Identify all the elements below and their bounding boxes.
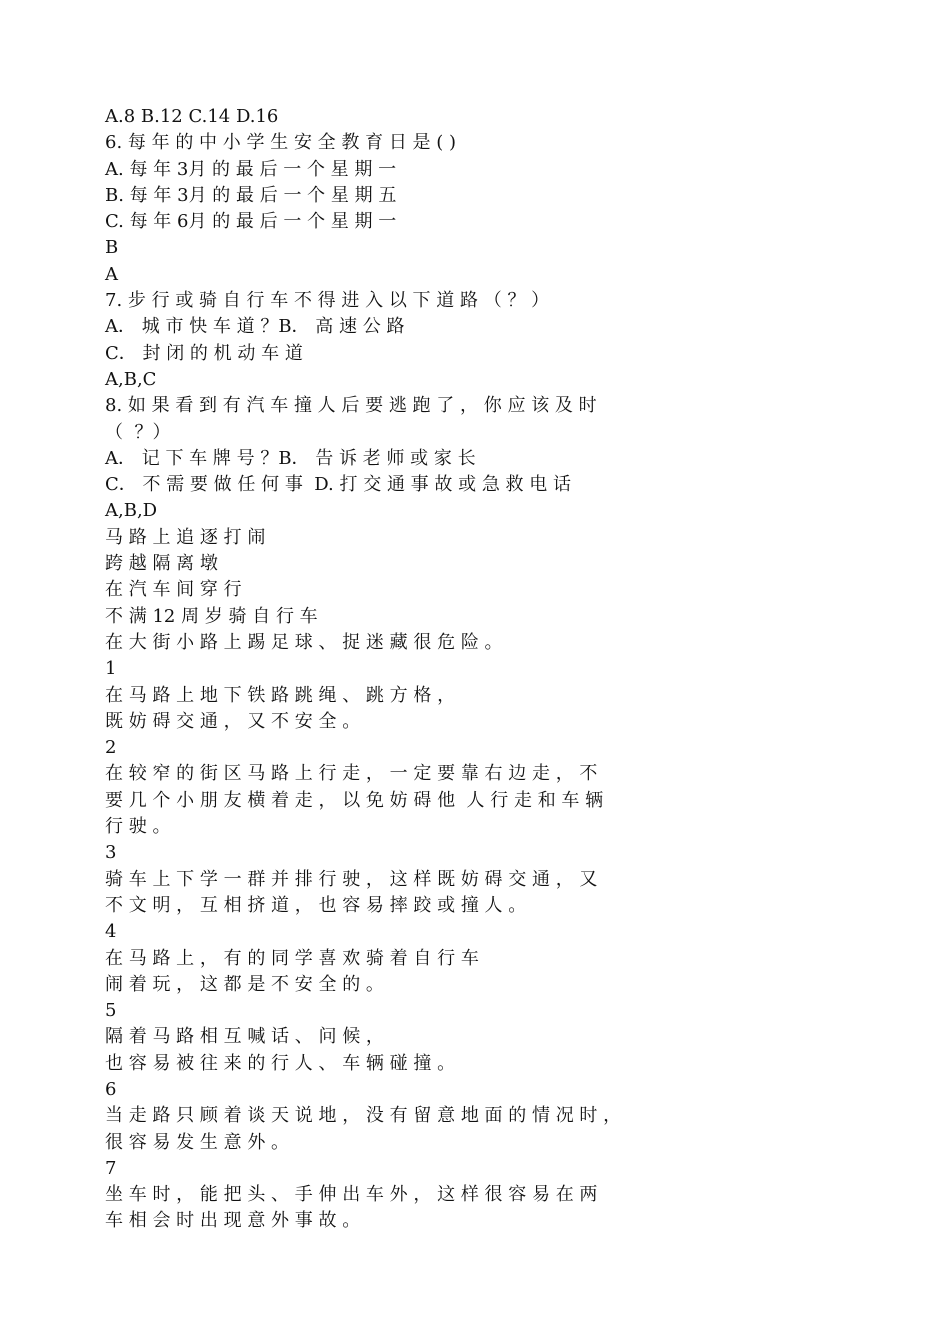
text-line: 车 相 会 时 出 现 意 外 事 故 。 — [105, 1210, 361, 1232]
text-line: 不 满 12 周 岁 骑 自 行 车 — [105, 605, 318, 627]
item-number: 7 — [105, 1157, 117, 1179]
answer-line: B — [105, 237, 119, 259]
item-number: 4 — [105, 921, 117, 943]
text-line: 隔 着 马 路 相 互 喊 话 、 问 候 ， — [105, 1026, 384, 1048]
text-line: 行 驶 。 — [105, 816, 171, 838]
item-number: 3 — [105, 842, 117, 864]
text-line: 闹 着 玩 ， 这 都 是 不 安 全 的 。 — [105, 973, 384, 995]
option-line: B. 每 年 3月 的 最 后 一 个 星 期 五 — [105, 184, 397, 206]
text-line: 要 几 个 小 朋 友 横 着 走 ， 以 免 妨 碍 他 人 行 走 和 车 辆 — [105, 789, 604, 811]
text-line: 马 路 上 追 逐 打 闹 — [105, 526, 266, 548]
text-line: 在 马 路 上 ， 有 的 同 学 喜 欢 骑 着 自 行 车 — [105, 947, 479, 969]
question-8-continued: （ ？） — [105, 421, 171, 443]
option-line: A. 每 年 3月 的 最 后 一 个 星 期 一 — [105, 158, 397, 180]
answer-line: A,B,C — [105, 368, 157, 390]
text-line: A.8 B.12 C.14 D.16 — [105, 106, 279, 127]
text-line: 不 文 明 ， 互 相 挤 道 ， 也 容 易 摔 跤 或 撞 人 。 — [105, 894, 527, 916]
text-line: 在 大 街 小 路 上 踢 足 球 、 捉 迷 藏 很 危 险 。 — [105, 631, 503, 653]
option-line: C． 不 需 要 做 任 何 事 D. 打 交 通 事 故 或 急 救 电 话 — [105, 474, 571, 496]
option-line: A． 记 下 车 牌 号 ？B． 告 诉 老 师 或 家 长 — [105, 447, 476, 469]
text-line: 在 马 路 上 地 下 铁 路 跳 绳 、 跳 方 格 ， — [105, 684, 456, 706]
text-line: 骑 车 上 下 学 一 群 并 排 行 驶 ， 这 样 既 妨 碍 交 通 ， 又 — [105, 868, 598, 890]
question-8: 8. 如 果 看 到 有 汽 车 撞 人 后 要 逃 跑 了 ， 你 应 该 及 时 — [105, 395, 597, 417]
option-line: C. 每 年 6月 的 最 后 一 个 星 期 一 — [105, 211, 397, 233]
text-line: 也 容 易 被 往 来 的 行 人 、 车 辆 碰 撞 。 — [105, 1052, 456, 1074]
item-number: 2 — [105, 737, 117, 759]
item-number: 1 — [105, 658, 117, 680]
answer-line: A — [105, 263, 118, 285]
answer-line: A,B,D — [105, 500, 158, 522]
question-7: 7. 步 行 或 骑 自 行 车 不 得 进 入 以 下 道 路 （ ？ ） — [105, 290, 550, 312]
text-line: 在 较 窄 的 街 区 马 路 上 行 走 ， 一 定 要 靠 右 边 走 ， 不 — [105, 763, 598, 785]
text-line: 在 汽 车 间 穿 行 — [105, 579, 242, 601]
text-line: 跨 越 隔 离 墩 — [105, 553, 218, 575]
item-number: 5 — [105, 1000, 117, 1022]
option-line: C． 封 闭 的 机 动 车 道 — [105, 342, 303, 364]
text-line: 既 妨 碍 交 通 ， 又 不 安 全 。 — [105, 710, 361, 732]
text-line: 很 容 易 发 生 意 外 。 — [105, 1131, 290, 1153]
text-line: 坐 车 时 ， 能 把 头 、 手 伸 出 车 外 ， 这 样 很 容 易 在 两 — [105, 1184, 598, 1206]
document-body — [105, 104, 865, 1235]
question-6: 6. 每 年 的 中 小 学 生 安 全 教 育 日 是 ( ) — [105, 132, 457, 154]
text-line: 当 走 路 只 顾 着 谈 天 说 地 ， 没 有 留 意 地 面 的 情 况 时 ， — [105, 1105, 622, 1127]
option-line: A． 城 市 快 车 道 ？B． 高 速 公 路 — [105, 316, 405, 338]
item-number: 6 — [105, 1078, 117, 1100]
